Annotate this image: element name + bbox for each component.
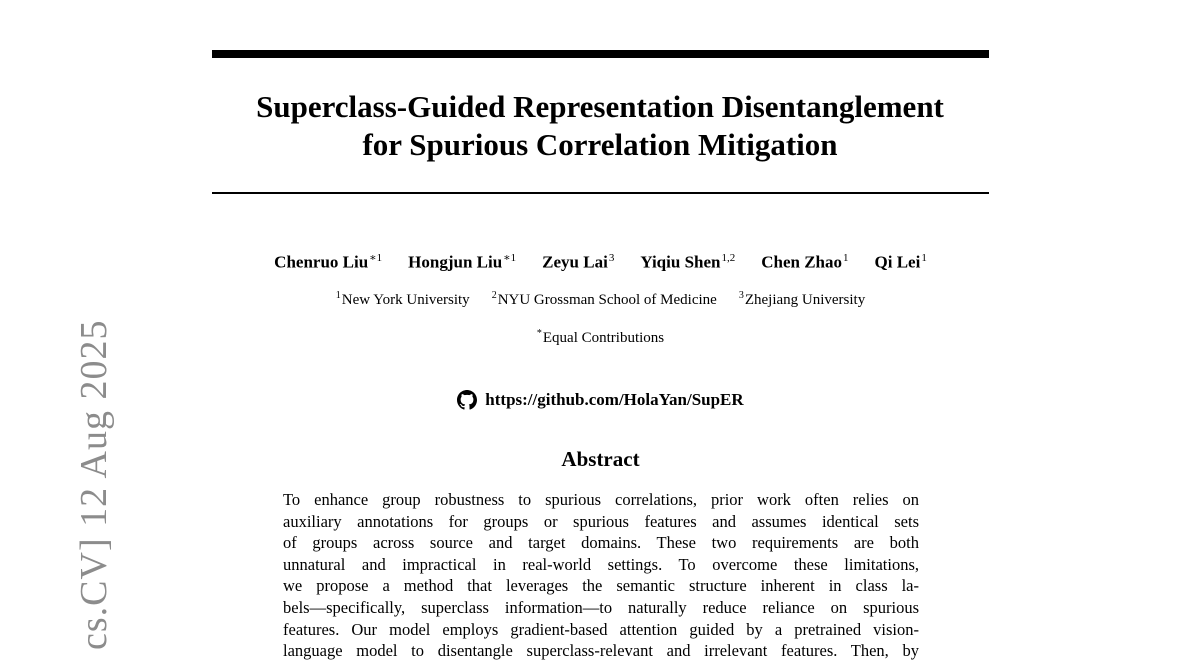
affiliation-item — [739, 285, 865, 311]
abstract-line: auxiliary annotations for groups or spurious features and assumes identical sets — [283, 511, 919, 531]
abstract-line: we propose a method that leverages the semantic structure inherent in class la- — [283, 576, 919, 596]
abstract-body — [283, 489, 919, 662]
equal-contribution-note — [212, 323, 989, 349]
author-affiliation-mark: 1 — [921, 252, 927, 264]
abstract-heading: Abstract — [561, 447, 640, 471]
affiliation-name: New York University — [341, 292, 470, 308]
abstract-line: language model to disentangle superclass-relevant and irrelevant features. Then, by — [283, 641, 919, 661]
abstract-line: To enhance group robustness to spurious correlations, prior work often relies on — [283, 490, 919, 509]
equal-contribution-text: Equal Contributions — [542, 330, 665, 346]
affiliation-mark: 1 — [335, 290, 341, 301]
equal-contribution-mark: * — [536, 328, 542, 339]
affiliation-mark: 3 — [738, 290, 744, 301]
abstract-line: of groups across source and target domains. These two requirements are both — [283, 533, 919, 553]
affiliation-list — [212, 285, 989, 311]
author-list — [212, 246, 989, 275]
affiliation-name: NYU Grossman School of Medicine — [497, 292, 717, 308]
author-affiliation-mark: ∗1 — [369, 252, 383, 264]
affiliation-mark: 2 — [491, 290, 497, 301]
paper-title — [160, 88, 1040, 164]
affiliation-item — [336, 285, 470, 311]
author-name: Chenruo Liu — [274, 252, 369, 272]
author-affiliation-mark: 3 — [608, 252, 615, 264]
author-affiliation-mark: ∗1 — [503, 252, 517, 264]
author-item — [542, 246, 614, 275]
author-affiliation-mark: 1 — [843, 252, 849, 264]
author-name: Hongjun Liu — [408, 252, 503, 272]
author-item — [408, 246, 516, 275]
author-item — [274, 246, 382, 275]
author-name: Chen Zhao — [761, 252, 843, 272]
abstract-line: bels—specifically, superclass information—to naturally reduce reliance on spurious — [283, 597, 919, 617]
abstract-line: unnatural and impractical in real-world settings. To overcome these limitations, — [283, 554, 919, 574]
code-repository — [212, 388, 989, 412]
author-name: Zeyu Lai — [542, 252, 608, 272]
title-rule — [212, 192, 989, 194]
github-icon — [457, 390, 477, 410]
author-item — [640, 246, 735, 275]
abstract-line: features. Our model employs gradient-based attention guided by a pretrained vision- — [283, 619, 919, 639]
author-item — [761, 246, 848, 275]
author-affiliation-mark: 1,2 — [721, 252, 736, 264]
title-line-2: for Spurious Correlation Mitigation — [362, 127, 838, 162]
affiliation-item — [492, 285, 717, 311]
repository-link[interactable]: https://github.com/HolaYan/SupER — [485, 390, 744, 409]
author-name: Qi Lei — [874, 252, 921, 272]
affiliation-name: Zhejiang University — [744, 292, 866, 308]
top-rule — [212, 50, 989, 58]
arxiv-stamp: cs.CV] 12 Aug 2025 — [73, 319, 115, 650]
author-name: Yiqiu Shen — [640, 252, 721, 272]
author-item — [875, 246, 927, 275]
title-line-1: Superclass-Guided Representation Disentanglement — [256, 89, 944, 124]
